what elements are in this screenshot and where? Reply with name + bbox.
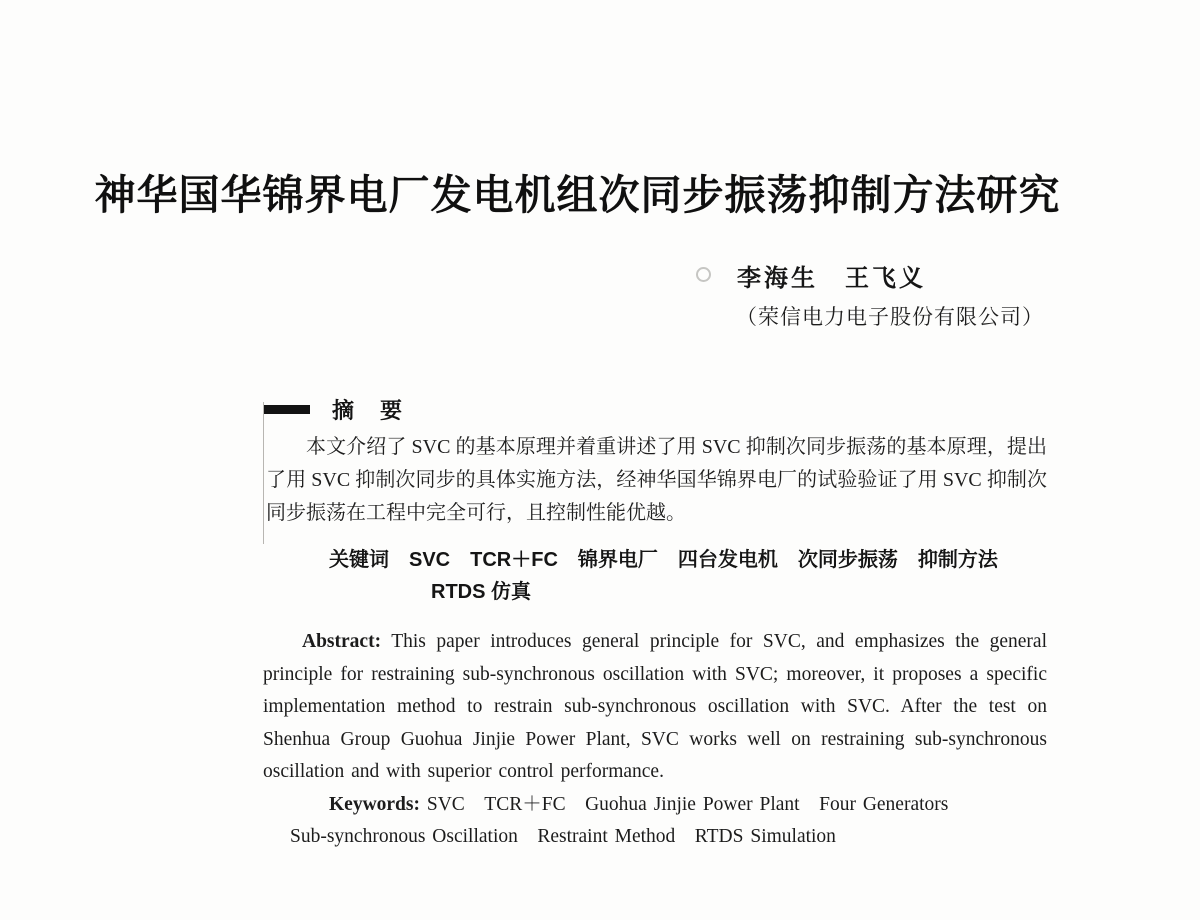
abstract-heading-row [264,396,1047,422]
abstract-section [263,396,1047,854]
abstract-en-body: This paper introduces general principle for SVC, and emphasizes the general principle for restraining sub-synchronous oscillation with SVC; moreover, it proposes a specific implementation method to restrain sub-synchronous oscillation with SVC. After the test on Shenhua Group Guohua Jinjie Power Plant, SVC works well on restraining sub-synchronous oscillation and with superior control performance. [263,631,1047,782]
keywords-en-label: Keywords: [329,793,420,815]
abstract-heading: 摘 要 [332,397,405,423]
abstract-en-label: Abstract: [302,631,382,652]
authors: 李海生 王飞义 [737,266,926,292]
keywords-en-terms1: SVC TCR＋FC Guohua Jinjie Power Plant Four Generators [420,793,949,815]
stamp-circle-icon [696,267,711,282]
keywords-en-line2: Sub-synchronous Oscillation Restraint Method RTDS Simulation [290,826,836,847]
heading-bar [264,405,310,414]
affiliation: （荣信电力电子股份有限公司） [736,305,1044,329]
vertical-rule [263,402,264,544]
abstract-en-paragraph [263,626,1047,789]
keywords-cn-line1: 关键词 SVC TCR＋FC 锦界电厂 四台发电机 次同步振荡 抑制方法 [329,549,998,571]
keywords-en-line1 [329,789,1047,822]
keywords-cn-line2: RTDS 仿真 [431,581,531,603]
keywords-en [263,789,1047,854]
abstract-cn-paragraph: 本文介绍了 SVC 的基本原理并着重讲述了用 SVC 抑制次同步振荡的基本原理，提出了用 SVC 抑制次同步的具体实施方法，经神华国华锦界电厂的试验验证了用 SVC 抑制次同步振荡在工程中完全可行，且控制性能优越。 [266,436,1047,524]
page-title: 神华国华锦界电厂发电机组次同步振荡抑制方法研究 [94,172,1061,218]
keywords-cn [263,544,1047,608]
